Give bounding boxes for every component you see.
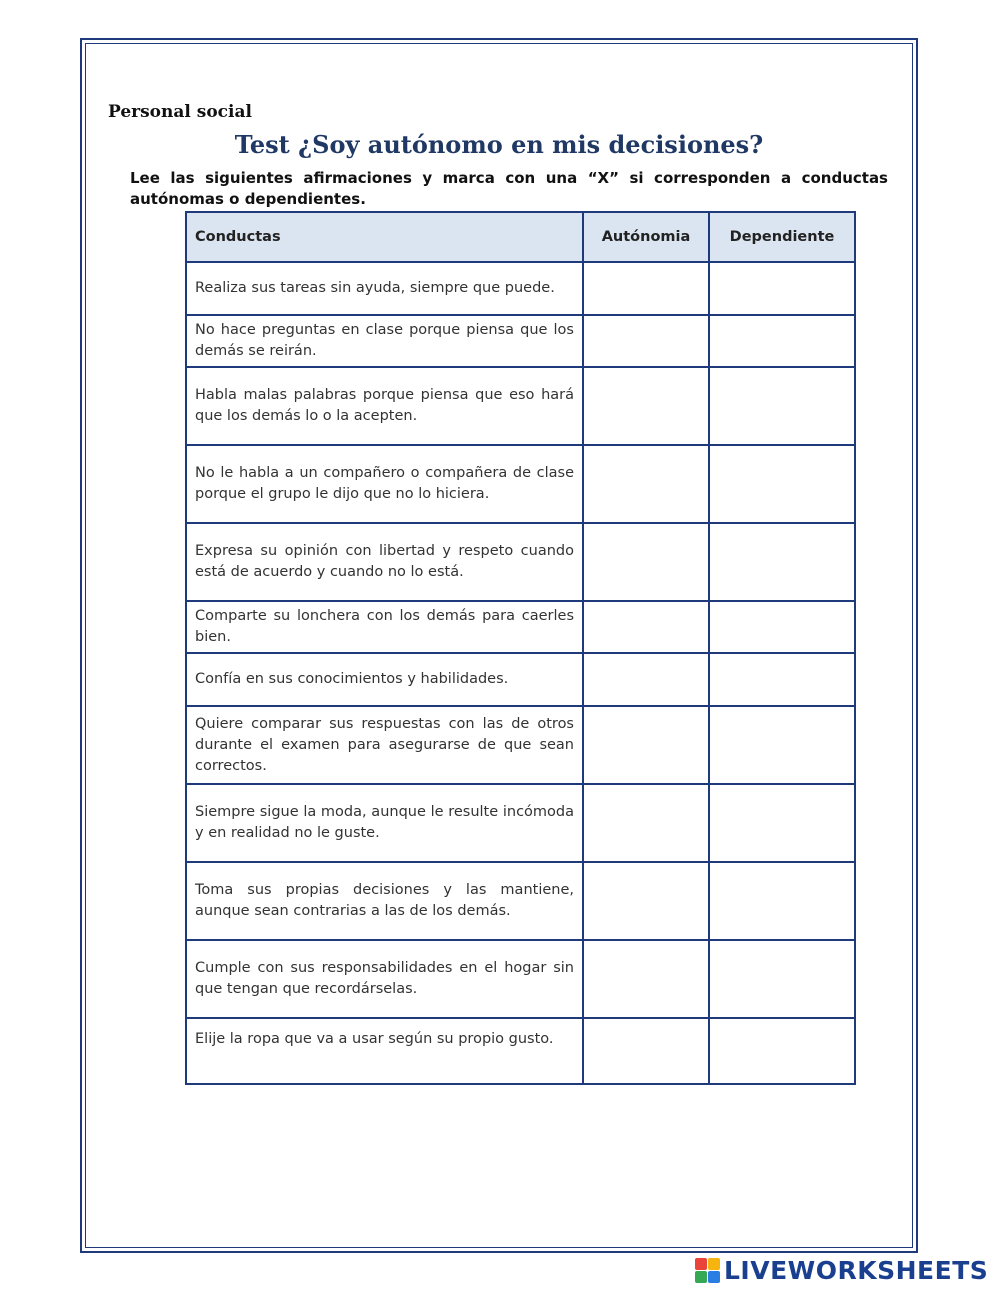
autonomia-answer-cell[interactable] (583, 653, 709, 706)
liveworksheets-watermark (695, 1255, 988, 1285)
dependiente-answer-cell[interactable] (709, 1018, 855, 1084)
dependiente-answer-cell[interactable] (709, 653, 855, 706)
liveworksheets-logo-icon (695, 1258, 720, 1283)
autonomia-answer-cell[interactable] (583, 862, 709, 940)
logo-square-red (695, 1258, 707, 1270)
autonomia-answer-cell[interactable] (583, 445, 709, 523)
watermark-text: LIVEWORKSHEETS (724, 1255, 989, 1285)
table-row (186, 653, 855, 706)
autonomia-answer-cell[interactable] (583, 601, 709, 653)
autonomia-answer-cell[interactable] (583, 315, 709, 367)
conducta-cell: Expresa su opinión con libertad y respeto cuando está de acuerdo y cuando no lo está. (186, 523, 583, 601)
conducta-cell: Quiere comparar sus respuestas con las de otros durante el examen para asegurarse de que sean correctos. (186, 706, 583, 784)
autonomia-answer-cell[interactable] (583, 706, 709, 784)
logo-square-blue (708, 1271, 720, 1283)
conducta-cell: No le habla a un compañero o compañera de clase porque el grupo le dijo que no lo hiciera. (186, 445, 583, 523)
subject-label: Personal social (108, 102, 252, 122)
autonomia-answer-cell[interactable] (583, 784, 709, 862)
dependiente-answer-cell[interactable] (709, 445, 855, 523)
conducta-cell: Elije la ropa que va a usar según su propio gusto. (186, 1018, 583, 1084)
table-row (186, 862, 855, 940)
autonomia-answer-cell[interactable] (583, 367, 709, 445)
table-header-row (186, 212, 855, 262)
page-title: Test ¿Soy autónomo en mis decisiones? (234, 130, 764, 159)
dependiente-answer-cell[interactable] (709, 367, 855, 445)
table-row (186, 784, 855, 862)
table-row (186, 367, 855, 445)
conducta-cell: Toma sus propias decisiones y las mantiene, aunque sean contrarias a las de los demás. (186, 862, 583, 940)
logo-square-green (695, 1271, 707, 1283)
autonomia-answer-cell[interactable] (583, 523, 709, 601)
conducta-cell: Habla malas palabras porque piensa que eso hará que los demás lo o la acepten. (186, 367, 583, 445)
table-row (186, 940, 855, 1018)
autonomia-answer-cell[interactable] (583, 262, 709, 315)
table-row (186, 706, 855, 784)
table-row (186, 445, 855, 523)
behaviors-table (185, 211, 856, 1085)
autonomia-answer-cell[interactable] (583, 940, 709, 1018)
table-row (186, 315, 855, 367)
table-row (186, 262, 855, 315)
logo-square-yellow (708, 1258, 720, 1270)
dependiente-answer-cell[interactable] (709, 940, 855, 1018)
table-row (186, 523, 855, 601)
table-row (186, 1018, 855, 1084)
conducta-cell: Cumple con sus responsabilidades en el hogar sin que tengan que recordárselas. (186, 940, 583, 1018)
column-header-autonomia: Autónomia (583, 212, 709, 262)
conducta-cell: Confía en sus conocimientos y habilidades. (186, 653, 583, 706)
instructions: Lee las siguientes afirmaciones y marca con una “X” si corresponden a conductas autónomas o dependientes. (130, 169, 888, 208)
dependiente-answer-cell[interactable] (709, 862, 855, 940)
column-header-conductas: Conductas (186, 212, 583, 262)
dependiente-answer-cell[interactable] (709, 523, 855, 601)
column-header-dependiente: Dependiente (709, 212, 855, 262)
dependiente-answer-cell[interactable] (709, 315, 855, 367)
dependiente-answer-cell[interactable] (709, 784, 855, 862)
conducta-cell: Realiza sus tareas sin ayuda, siempre que puede. (186, 262, 583, 315)
dependiente-answer-cell[interactable] (709, 706, 855, 784)
table-row (186, 601, 855, 653)
conducta-cell: Comparte su lonchera con los demás para caerles bien. (186, 601, 583, 653)
autonomia-answer-cell[interactable] (583, 1018, 709, 1084)
conducta-cell: Siempre sigue la moda, aunque le resulte incómoda y en realidad no le guste. (186, 784, 583, 862)
dependiente-answer-cell[interactable] (709, 601, 855, 653)
conducta-cell: No hace preguntas en clase porque piensa que los demás se reirán. (186, 315, 583, 367)
dependiente-answer-cell[interactable] (709, 262, 855, 315)
